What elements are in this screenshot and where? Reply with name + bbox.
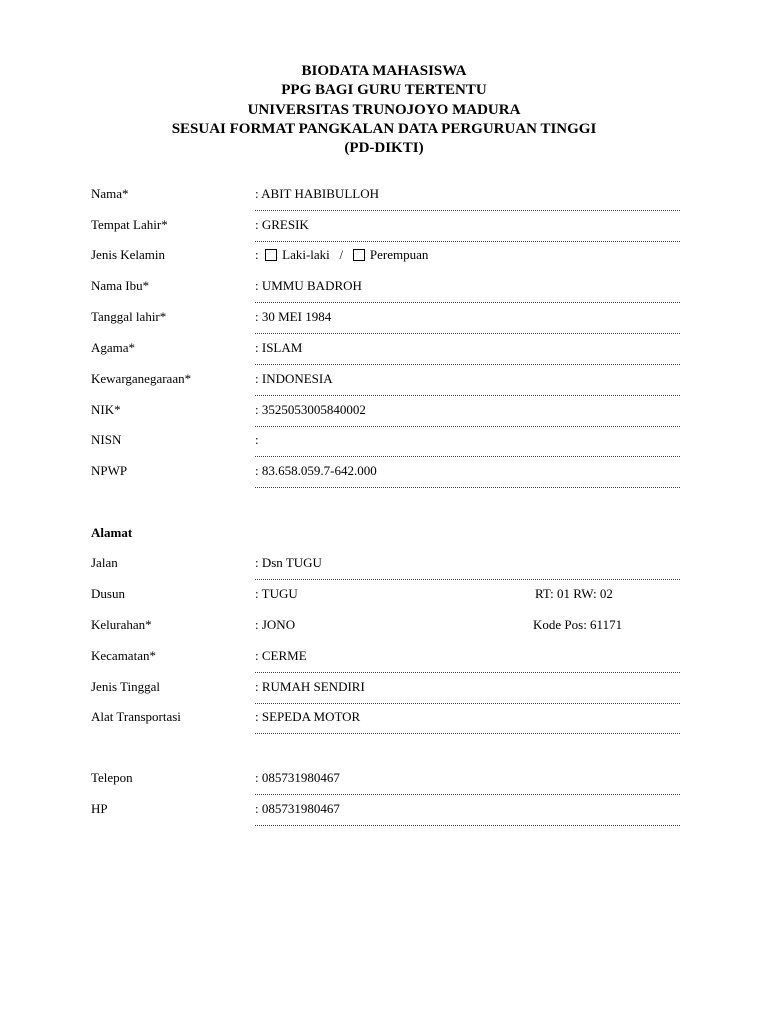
nama-ibu-value: : UMMU BADROH <box>255 278 362 293</box>
nama-value: : ABIT HABIBULLOH <box>255 186 379 201</box>
nik-label: NIK* <box>91 402 121 417</box>
nisn-dotted-line <box>255 456 680 457</box>
telepon-value: : 085731980467 <box>255 770 340 785</box>
jalan-dotted-line <box>255 579 680 580</box>
kewarganegaraan-label: Kewarganegaraan* <box>91 371 192 386</box>
npwp-value: : 83.658.059.7-642.000 <box>255 463 377 478</box>
jalan-label: Jalan <box>91 555 118 570</box>
agama-dotted-line <box>255 364 680 365</box>
header-university: UNIVERSITAS TRUNOJOYO MADURA <box>247 101 521 118</box>
agama-value: : ISLAM <box>255 340 303 355</box>
hp-dotted-line <box>255 825 680 826</box>
tempat-lahir-label: Tempat Lahir* <box>91 217 168 232</box>
nama-ibu-dotted-line <box>255 302 680 303</box>
kelurahan-label: Kelurahan* <box>91 617 152 632</box>
gender-separator: / <box>339 247 344 262</box>
nik-dotted-line <box>255 426 680 427</box>
header-pddikti: (PD-DIKTI) <box>344 140 424 157</box>
nik-value: : 3525053005840002 <box>255 402 366 417</box>
jenis-kelamin-colon: : <box>255 247 259 262</box>
perempuan-checkbox[interactable] <box>353 249 365 261</box>
dusun-value: : TUGU <box>255 586 298 601</box>
agama-label: Agama* <box>91 340 136 355</box>
alamat-heading: Alamat <box>91 525 133 540</box>
jenis-tinggal-value: : RUMAH SENDIRI <box>255 679 365 694</box>
kelurahan-value: : JONO <box>255 617 296 632</box>
perempuan-label: Perempuan <box>369 247 429 262</box>
jenis-tinggal-label: Jenis Tinggal <box>91 679 160 694</box>
npwp-label: NPWP <box>91 463 128 478</box>
header-program: PPG BAGI GURU TERTENTU <box>281 82 487 99</box>
hp-label: HP <box>91 801 108 816</box>
tanggal-lahir-dotted-line <box>255 333 680 334</box>
alat-transportasi-dotted-line <box>255 733 680 734</box>
jalan-value: : Dsn TUGU <box>255 555 322 570</box>
laki-laki-checkbox[interactable] <box>265 249 277 261</box>
kecamatan-label: Kecamatan* <box>91 648 156 663</box>
tanggal-lahir-label: Tanggal lahir* <box>91 309 167 324</box>
alat-transportasi-label: Alat Transportasi <box>91 709 181 724</box>
telepon-label: Telepon <box>91 770 133 785</box>
laki-laki-label: Laki-laki <box>282 247 330 262</box>
kode-pos-value: Kode Pos: 61171 <box>533 617 623 632</box>
jenis-tinggal-dotted-line <box>255 703 680 704</box>
document-header <box>0 62 768 158</box>
hp-value: : 085731980467 <box>255 801 340 816</box>
nisn-value: : <box>255 432 259 447</box>
nama-ibu-label: Nama Ibu* <box>91 278 150 293</box>
jenis-kelamin-label: Jenis Kelamin <box>91 247 166 262</box>
npwp-dotted-line <box>255 487 680 488</box>
kewarganegaraan-value: : INDONESIA <box>255 371 333 386</box>
header-format: SESUAI FORMAT PANGKALAN DATA PERGURUAN TINGGI <box>171 120 597 137</box>
nama-dotted-line <box>255 210 680 211</box>
tempat-lahir-dotted-line <box>255 241 680 242</box>
telepon-dotted-line <box>255 794 680 795</box>
alat-transportasi-value: : SEPEDA MOTOR <box>255 709 361 724</box>
dusun-label: Dusun <box>91 586 125 601</box>
kecamatan-dotted-line <box>255 672 680 673</box>
jenis-kelamin-options <box>255 247 428 263</box>
kewarganegaraan-dotted-line <box>255 395 680 396</box>
nama-label: Nama* <box>91 186 129 201</box>
nisn-label: NISN <box>91 432 122 447</box>
rt-rw-value: RT: 01 RW: 02 <box>535 586 613 601</box>
tempat-lahir-value: : GRESIK <box>255 217 309 232</box>
kecamatan-value: : CERME <box>255 648 307 663</box>
tanggal-lahir-value: : 30 MEI 1984 <box>255 309 332 324</box>
header-title: BIODATA MAHASISWA <box>301 63 467 79</box>
